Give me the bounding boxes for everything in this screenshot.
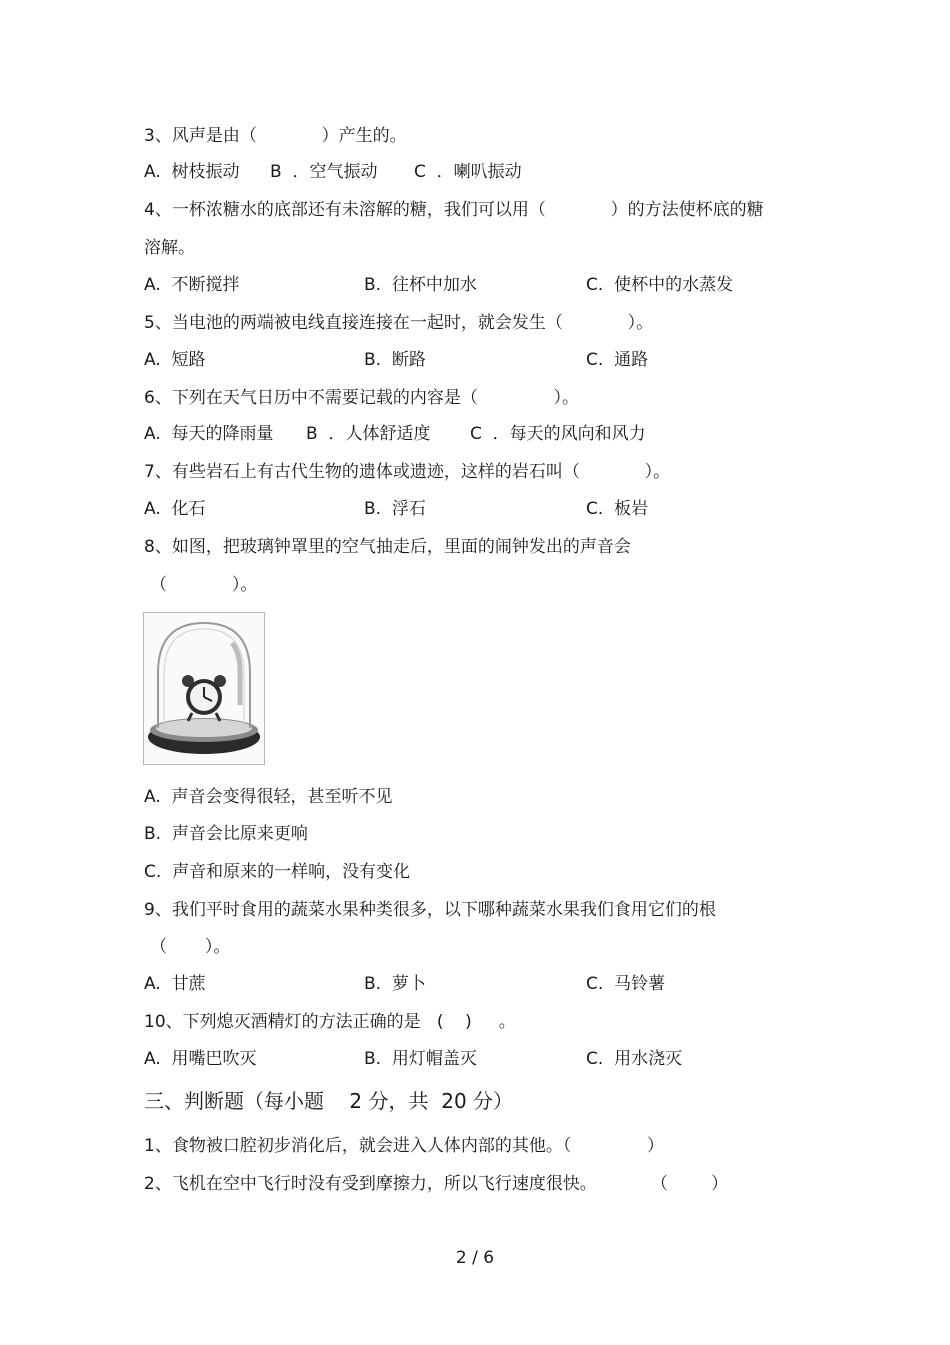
question-4-stem-line1: 4、一杯浓糖水的底部还有未溶解的糖，我们可以用（ ）的方法使杯底的糖 — [144, 200, 764, 220]
q5-option-a: A. 短路 — [144, 350, 206, 370]
question-5-stem: 5、当电池的两端被电线直接连接在一起时，就会发生（ ）。 — [144, 313, 654, 333]
question-9-stem-line1: 9、我们平时食用的蔬菜水果种类很多，以下哪种蔬菜水果我们食用它们的根 — [144, 900, 716, 920]
q9-option-c: C. 马铃薯 — [586, 974, 666, 994]
question-3-stem: 3、风声是由（ ）产生的。 — [144, 126, 407, 146]
question-9-stem-line2: （ ）。 — [150, 937, 231, 957]
q8-option-a: A. 声音会变得很轻，甚至听不见 — [144, 787, 393, 807]
q9-option-b: B. 萝卜 — [364, 974, 426, 994]
judge-item-1: 1、食物被口腔初步消化后，就会进入人体内部的其他。（ ） — [144, 1136, 664, 1156]
q10-option-c: C. 用水浇灭 — [586, 1049, 683, 1069]
q6-option-b: B ．人体舒适度 — [306, 424, 431, 444]
q8-option-c: C. 声音和原来的一样响，没有变化 — [144, 862, 411, 882]
q7-option-c: C. 板岩 — [586, 499, 649, 519]
question-8-stem-line2: （ ）。 — [150, 575, 258, 595]
question-7-stem: 7、有些岩石上有古代生物的遗体或遗迹，这样的岩石叫（ ）。 — [144, 462, 671, 482]
q3-option-b: B ．空气振动 — [270, 162, 378, 182]
judge-item-2: 2、飞机在空中飞行时没有受到摩擦力，所以飞行速度很快。 （ ） — [144, 1174, 729, 1194]
q8-option-b: B. 声音会比原来更响 — [144, 824, 308, 844]
q10-option-a: A. 用嘴巴吹灭 — [144, 1049, 257, 1069]
q6-option-a: A. 每天的降雨量 — [144, 424, 274, 444]
page-number: 2 / 6 — [455, 1248, 495, 1268]
q9-option-a: A. 甘蔗 — [144, 974, 206, 994]
bell-jar-alarm-clock-image — [143, 612, 265, 765]
q7-option-a: A. 化石 — [144, 499, 206, 519]
question-8-stem-line1: 8、如图，把玻璃钟罩里的空气抽走后，里面的闹钟发出的声音会 — [144, 537, 631, 557]
question-6-stem: 6、下列在天气日历中不需要记载的内容是（ ）。 — [144, 388, 579, 408]
q6-option-c: C ．每天的风向和风力 — [470, 424, 646, 444]
q4-option-a: A. 不断搅拌 — [144, 275, 240, 295]
q3-option-a: A. 树枝振动 — [144, 162, 240, 182]
section-3-title: 三、判断题（每小题 2 分，共 20 分） — [144, 1089, 514, 1113]
question-4-stem-line2: 溶解。 — [144, 238, 195, 258]
q4-option-c: C. 使杯中的水蒸发 — [586, 275, 734, 295]
q4-option-b: B. 往杯中加水 — [364, 275, 477, 295]
q5-option-b: B. 断路 — [364, 350, 426, 370]
q3-option-c: C ．喇叭振动 — [414, 162, 522, 182]
bell-jar-illustration — [144, 613, 264, 764]
question-10-stem: 10、下列熄灭酒精灯的方法正确的是 ( ) 。 — [144, 1012, 516, 1032]
q10-option-b: B. 用灯帽盖灭 — [364, 1049, 477, 1069]
q7-option-b: B. 浮石 — [364, 499, 426, 519]
q5-option-c: C. 通路 — [586, 350, 649, 370]
